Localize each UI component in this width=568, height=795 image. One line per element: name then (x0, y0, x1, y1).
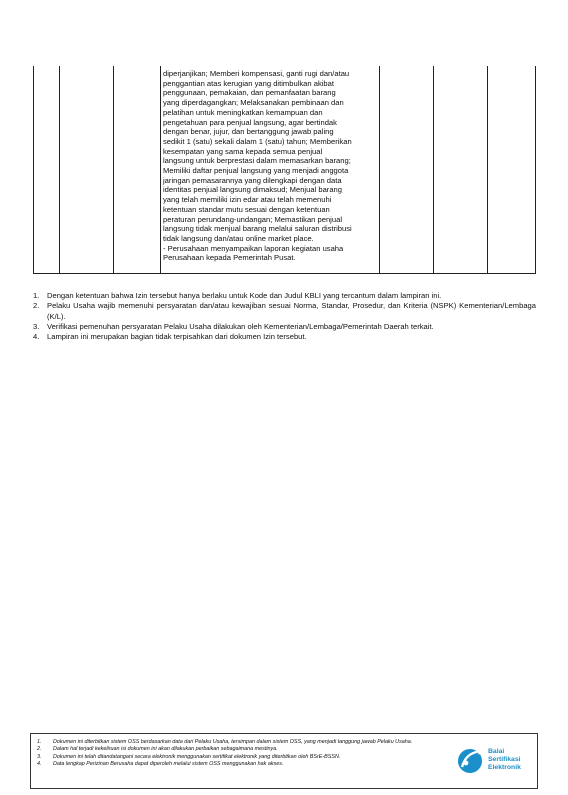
list-item: 2. Pelaku Usaha wajib memenuhi persyaratan dan/atau kewajiban sesuai Norma, Standar, Prosedur, dan Kriteria (NSPK) Kementerian/Lembaga (K/L). (33, 301, 536, 321)
table-column-divider (113, 66, 114, 273)
table-column-divider (59, 66, 60, 273)
footer-item: 4. Data lengkap Perizinan Berusaha dapat diperoleh melalui sistem OSS menggunakan hak akses. (37, 761, 284, 768)
footer-item: 2. Dalam hal terjadi kekeliruan isi dokumen ini akan dilakukan perbaikan sebagaimana mestinya. (37, 746, 278, 753)
footer-item: 1. Dokumen ini diterbitkan sistem OSS berdasarkan data dari Pelaku Usaha, tersimpan dalam sistem OSS, yang menjadi tanggung jawab Pelaku Usaha. (37, 739, 413, 745)
bsre-logo (456, 743, 536, 781)
bsre-logo-text: Balai Sertifikasi Elektronik (488, 748, 521, 771)
footer-item: 3. Dokumen ini telah ditandatangani secara elektronik menggunakan sertifikat elektronik yang diterbitkan oleh BSrE-BSSN. (37, 753, 341, 760)
bsre-logo-icon (456, 743, 486, 777)
footer-disclaimer-box (30, 733, 538, 789)
table-column-divider (487, 66, 488, 273)
table-column-divider (160, 66, 161, 273)
requirements-cell-text: diperjanjikan; Memberi kompensasi, ganti rugi dan/atau penggantian atas kerugian yang ditimbulkan akibat penggunaan, pemakaian, dan pemanfaatan barang yang diperdagangkan; Melaksanakan pembinaan dan pelatihan untuk meningkatkan kemampuan dan pengetahuan para penjual langsung, agar bertindak dengan benar, jujur, dan bertanggung jawab paling sedikit 1 (satu) sekali dalam 1 (satu) tahun; Memberikan kesempatan yang sama kepada semua penjual langsung untuk berprestasi dalam memasarkan barang; Memiliki daftar penjual langsung yang menjadi anggota jaringan pemasarannya yang dilengkapi dengan data identitas penjual langsung dimaksud; Menjual barang yang telah memiliki izin edar atau telah memenuhi ketentuan standar mutu sesuai dengan ketentuan peraturan perundang-undangan; Memastikan penjual langsung tidak menjual barang melalui saluran distribusi tidak langsung dan/atau online market place. - Perusahaan menyampaikan laporan kegiatan usaha Perusahaan kepada Pemerintah Pusat. (163, 69, 352, 263)
list-item: 3. Verifikasi pemenuhan persyaratan Pelaku Usaha dilakukan oleh Kementerian/Lembaga/Pemerintah Daerah terkait. (33, 321, 434, 331)
footer-list (37, 739, 457, 769)
list-item: 4. Lampiran ini merupakan bagian tidak terpisahkan dari dokumen Izin tersebut. (33, 332, 307, 342)
notes-list (33, 291, 536, 342)
list-item: 1. Dengan ketentuan bahwa Izin tersebut hanya berlaku untuk Kode dan Judul KBLI yang tercantum dalam lampiran ini. (33, 291, 442, 300)
requirements-table-fragment (33, 66, 536, 274)
table-column-divider (433, 66, 434, 273)
table-column-divider (379, 66, 380, 273)
